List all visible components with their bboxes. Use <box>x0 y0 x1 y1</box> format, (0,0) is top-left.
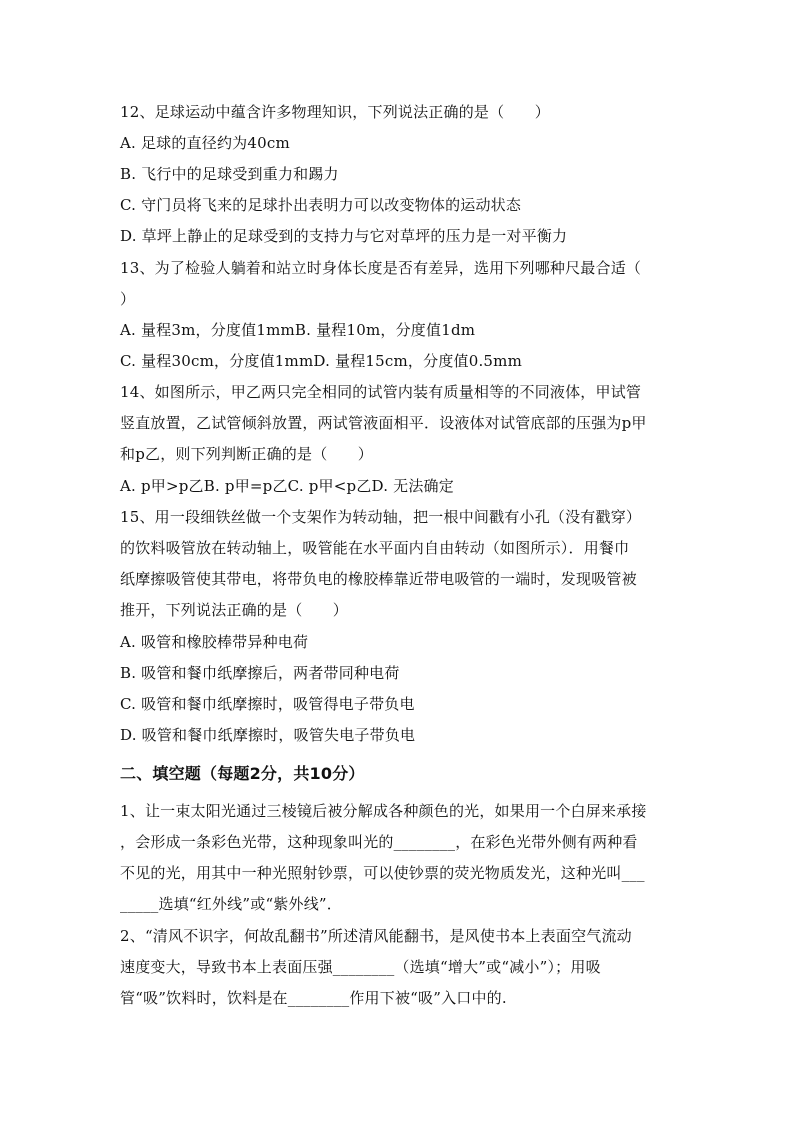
question-15-stem-line-4: 推开，下列说法正确的是（ ） <box>120 601 349 619</box>
section-2-heading: 二、填空题（每题2分，共10分） <box>120 764 365 783</box>
question-14-stem-line-1: 14、如图所示，甲乙两只完全相同的试管内装有质量相等的不同液体，甲试管 <box>120 383 642 401</box>
fill-question-2-line-2: 速度变大，导致书本上表面压强________（选填“增大”或“减小”）；用吸 <box>120 958 601 976</box>
question-15-option-d: D. 吸管和餐巾纸摩擦时，吸管失电子带负电 <box>120 726 416 744</box>
question-13-options-ab: A. 量程3m，分度值1mmB. 量程10m，分度值1dm <box>120 321 476 339</box>
fill-question-2-line-3: 管“吸”饮料时，饮料是在________作用下被“吸”入口中的. <box>120 989 507 1007</box>
question-15-stem-line-1: 15、用一段细铁丝做一个支架作为转动轴，把一根中间戳有小孔（没有戳穿） <box>120 508 642 526</box>
question-13-options-cd: C. 量程30cm，分度值1mmD. 量程15cm，分度值0.5mm <box>120 352 523 370</box>
question-15-option-c: C. 吸管和餐巾纸摩擦时，吸管得电子带负电 <box>120 695 415 713</box>
question-14-options: A. p甲>p乙B. p甲=p乙C. p甲<p乙D. 无法确定 <box>120 477 454 495</box>
question-12-option-a: A. 足球的直径约为40cm <box>120 134 290 152</box>
question-12-option-b: B. 飞行中的足球受到重力和踢力 <box>120 165 339 183</box>
fill-question-1-line-1: 1、让一束太阳光通过三棱镜后被分解成各种颜色的光，如果用一个白屏来承接 <box>120 802 647 820</box>
question-12-option-d: D. 草坪上静止的足球受到的支持力与它对草坪的压力是一对平衡力 <box>120 227 568 245</box>
question-14-stem-line-2: 竖直放置，乙试管倾斜放置，两试管液面相平．设液体对试管底部的压强为p甲 <box>120 414 647 432</box>
fill-question-1-line-4: _____选填“红外线”或“紫外线”． <box>120 895 342 913</box>
question-13-stem-line-1: 13、为了检验人躺着和站立时身体长度是否有差异，选用下列哪种尺最合适（ <box>120 259 642 277</box>
question-12-option-c: C. 守门员将飞来的足球扑出表明力可以改变物体的运动状态 <box>120 196 522 214</box>
question-15-option-b: B. 吸管和餐巾纸摩擦后，两者带同种电荷 <box>120 664 400 682</box>
fill-question-1-line-2: ，会形成一条彩色光带，这种现象叫光的________，在彩色光带外侧有两种看 <box>120 833 638 851</box>
question-15-option-a: A. 吸管和橡胶棒带异种电荷 <box>120 633 309 651</box>
question-15-stem-line-3: 纸摩擦吸管使其带电，将带负电的橡胶棒靠近带电吸管的一端时，发现吸管被 <box>120 570 637 588</box>
question-12-stem: 12、足球运动中蕴含许多物理知识，下列说法正确的是（ ） <box>120 103 550 121</box>
question-14-stem-line-3: 和p乙，则下列判断正确的是（ ） <box>120 445 374 463</box>
question-13-stem-line-2: ） <box>120 290 136 308</box>
fill-question-2-line-1: 2、“清风不识字，何故乱翻书”所述清风能翻书，是风使书本上表面空气流动 <box>120 927 632 945</box>
fill-question-1-line-3: 不见的光，用其中一种光照射钞票，可以使钞票的荧光物质发光，这种光叫___ <box>120 864 645 882</box>
question-15-stem-line-2: 的饮料吸管放在转动轴上，吸管能在水平面内自由转动（如图所示）．用餐巾 <box>120 539 630 557</box>
